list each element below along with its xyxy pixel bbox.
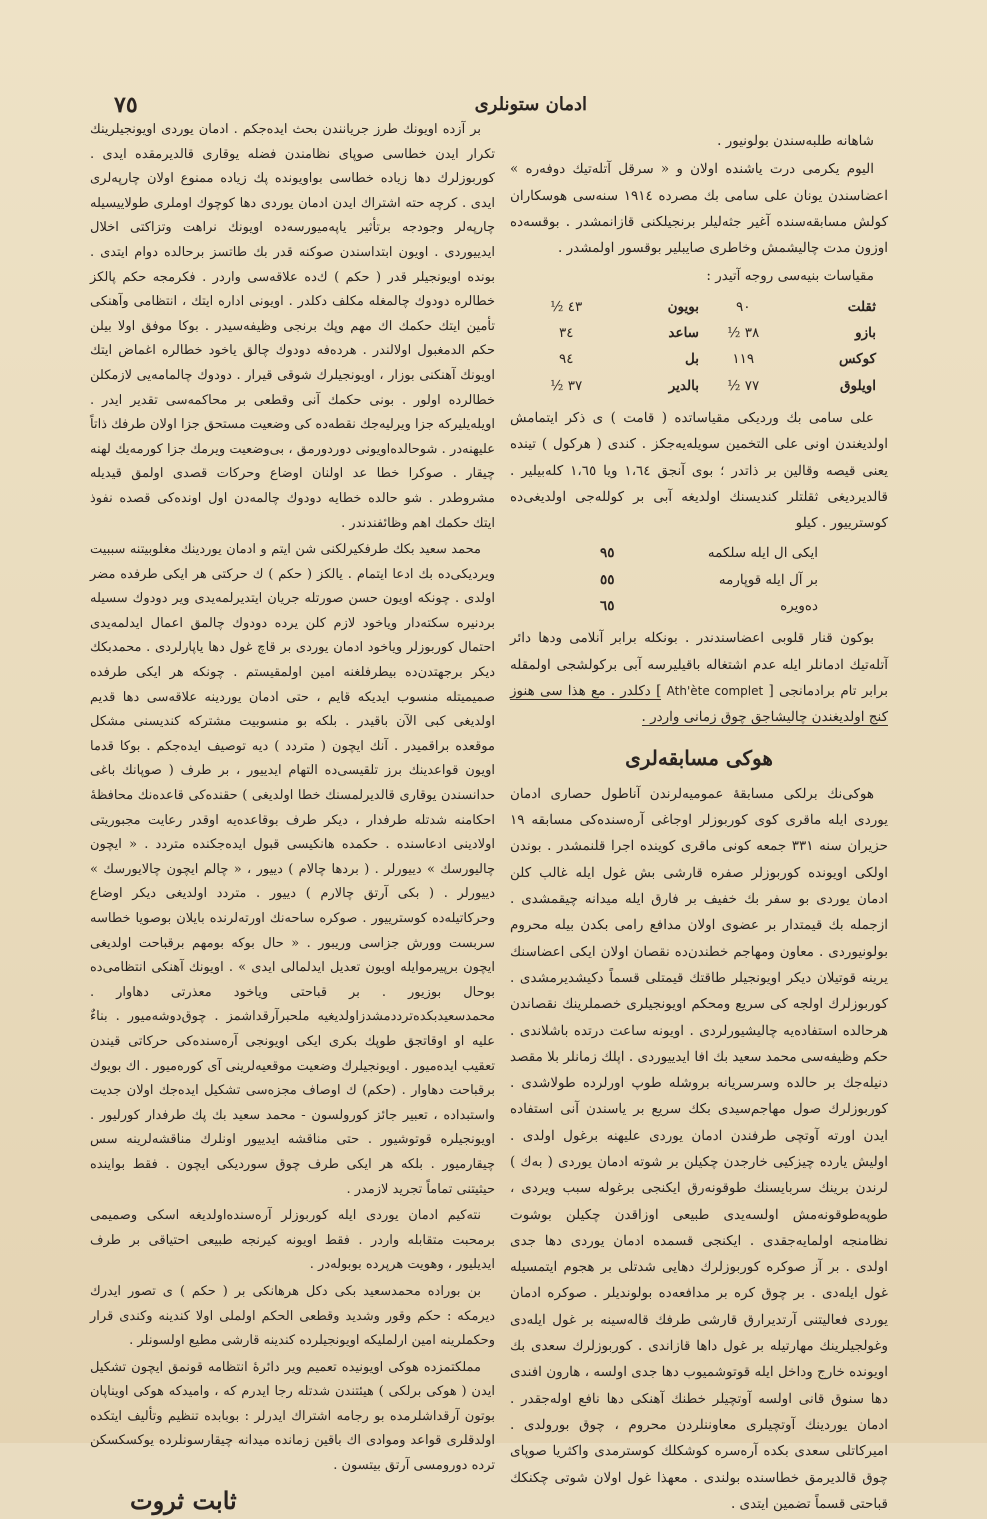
measurement-label: کوکس xyxy=(838,351,876,368)
weight-value: ٩٥ xyxy=(600,545,615,562)
measurement-value: ٤٣ ½ xyxy=(550,298,583,315)
measurement-value: ٩٤ xyxy=(558,351,574,368)
left-column xyxy=(90,118,495,1513)
measurement-label: ثقلت xyxy=(847,298,876,315)
weights-table xyxy=(510,540,888,619)
right-column xyxy=(510,128,888,1519)
measurement-value: ٣٨ ½ xyxy=(727,325,760,342)
game-analysis-paragraph: بر آزده اویونك طرز جریانندن بحث ایده‌جکم . ادمان یوردی اویونجیلرینك تکرار ایدن خطاسی صوپای نظامندن فضله یوقاری قالدیرمقده ایدی . کوربوزلرك دها زیاده خطاسی بواویونده پك زیاده ممنوع اولان چارپه‌لری ایدی . کرچه حته اشتراك ایدن ادمان یوردی دها کوچوك اوملری طولاییسیله چارپه‌لر وجودجه برتأثیر یاپه‌میورسه‌ده اویونك نراهت وتزاکتی اخلال ایدییوردی . اویون ابتداسندن صوکنه قدر بك طاتسز برحالده دوام ایتدی . بونده اویونجیلر قدر ( حکم ) ك‌ده علاقه‌سی واردر . فکرمجه حکم پالکز خطالره دودوك چالمغله مکلف دکلدر . اویونی اداره ایتك ، انتظامی وآهنکی تأمین ایتك حکمك اك مهم وپك برنجی وظیفه‌سیدر . بوکا موفق اولا بیلن حکم الدمغبول اولالندر . هرده‌فه دودوك چالق یاخود خطالره اغماض ایتك اویونك آهنکنی بوزار ، اویونجیلرك شوقی قیرار . دودوك چالمامه‌یی لازمکلن خطالرده اولور . بونی حکمك آنی وقطعی بر محاکمه‌سی تقدیر ایدر . اویلەیلیرکه جزا ویرلیه‌جك نقطه‌ده کی وضعیت مستحق جزا اولان طرفك ذاتاً علیهنه‌در . شوحالده‌اویونی دوردورمق ، بی‌وضعیت ویرمك جزا کورمەیك لهنه چیقار . صوکرا خطا عد اولنان اوضاع وحرکات قصدی اولمق قیدیله مشروطدر . شو حالده خطایه دودوك چالمه‌دن اول اوندەکی قصده نفوذ ایتك حکمك اهم وظائفندندر . xyxy=(90,122,495,531)
measurement-value: ١١٩ xyxy=(732,351,755,368)
measurement-row xyxy=(510,294,888,320)
author-signature: ثابت ثروت xyxy=(130,1485,237,1515)
athlete-paragraph xyxy=(510,625,888,730)
weight-label: دەویره xyxy=(780,598,818,615)
measurement-label: اویلوق xyxy=(840,377,876,394)
hockey-report-paragraph: هوکی‌نك برلکی مسابقهٔ عمومیه‌لرندن آناطول حصاری ادمان یوردی ایله ماقری کوی کوربوزلر اوجاغی آره‌سنده‌کی مسابقه ١٩ حزیران سنه ٣٣١ جمعه کونی ماقری کوینده اجرا قلنمشدر . بوندن اولکی اویونده کوربوزلر صفره قارشی بش غول ایله غالب کلن ادمان یوردی بو سفر بك خفیف بر فارق ایله میدانه چیقمشدی . ازجمله بك قیمتدار بر عضوی اولان مدافع رامی بکدن بیله محروم بولونیوردی . معاون ومهاجم خطندن‌ده نقصان اولان ایکی اعضاسنك یرینه قوتیلان دیکر اویونجیلر طاقتك قیمتلی قسماً دکیشدیرمشدی . کوربوزلرك اولجه کی سریع ومحکم اویونجیلری خصملرینك نقصاندن هرحالده استفاده‌یه چالیشیورلردی . اویونه ساعت درتده باشلاندی . حکم وظیفه‌سی محمد سعید بك افا ایدییوردی . اپلك زمانلر بلا مقصد دنیله‌جك بر حالده وسرسریانه بروشله طوپ اورلرده طولاشدی . کوربوزلرك صول مهاجم‌سیدی بکك سریع بر یاسندن آنی استفاده ایدن اورته آوتچی طرفندن ادمان یوردی علیهنه برغول اولدی . اولیش یارده چیزکیی خارجدن چکیلن بر شوته ادمان یوردی ( بەك ) لرندن برینك سربایسنك طوقونه‌رق ایکنجی برغوله سبب ویردی ، طوپه‌طوقونه‌مش اولسه‌یدی طبیعی اوزاقدن چکیلن بوشوت نظامنجه اولمایه‌جقدی . ایکنجی قسمده ادمان یوردی دها جدی اولدی . بر آز صوکره کوربوزلرك دهایی شدتلی بر هجوم ایتمسیله غول ایله‌دی . بر چوق کره بر مدافعه‌ده بولوندیلر . صوکره ادمان یوردی فعالیتنی آرتدیرارق قارشی طرفك قاله‌سینه بر غول ایله‌دی وغولجیلرینك مهارتیله بر غول داها قازاندی . کوربوزلرك سعدی بك اویونده خارج وداخل ایله قوتوشمیوب دها جدی اولسه ، هارون افندی دها سنوق قانی اولسه آوتچیلر خطنك آهنکی دها نافع اوله‌جقدر . ادمان یوردینك آوتچیلری معاوننلردن محروم ، چوق بورولدی . امیرکاتلی سعدی بکده آره‌سره کوشکلك کوسترمدی واکثریا صوپای چوق قالدیرمق خطاسنده بولندی . معهذا غول اولان شوتی چکنکك قباحتی قسماً تضمین ایتدی . xyxy=(510,785,888,1512)
intro-line: شاهانه طلبه‌سندن بولونیور . xyxy=(717,133,874,149)
weight-value: ٦٥ xyxy=(600,598,615,615)
measurements-title: مقیاسات بنیه‌سی روجه آتیدر : xyxy=(706,268,874,285)
measurement-label: بل xyxy=(685,351,699,368)
measurements-table xyxy=(510,294,888,399)
measurement-label: ساعد xyxy=(668,325,699,342)
weight-value: ٥٥ xyxy=(600,571,615,588)
weight-row xyxy=(510,540,888,566)
athlete-latin-term: Ath'ète complet xyxy=(666,683,764,698)
weight-row xyxy=(510,593,888,619)
weight-label: ایکی ال ایله سلکمه xyxy=(707,545,818,562)
measurement-row xyxy=(510,373,888,399)
measurement-value: ٧٧ ½ xyxy=(727,377,760,394)
measurement-label: بازو xyxy=(855,325,876,342)
measurement-value: ٣٧ ½ xyxy=(550,377,583,394)
weight-row xyxy=(510,567,888,593)
measurement-value: ٩٠ xyxy=(735,298,751,315)
measurement-label: بالدیر xyxy=(668,377,699,394)
request-paragraph: مملکتمزده هوکی اویونیده تعمیم ویر دائرهٔ انتظامه قونمق ایچون تشکیل ایدن ( هوکی برلکی ) هیئتندن شدتله رجا ایدرم که ، وامیدکه هوکی اویناپان بوتون آرقداشلرمده بو رجامه اشتراك ایدرلر : بوبابده تنظیم وتألیف ایتکده اولدقلری قواعد ومواد‌ی اك باقین زمانده میدانه چیقارسونلرده یوکسکسکن ترده دورومسی آرتق بیتسون . xyxy=(90,1359,495,1474)
friendship-paragraph: نته‌کیم ادمان یوردی ایله کوربوزلر آره‌سنده‌اولدیغه اسکی وصمیمی برمحبت متقابله واردر . فقط اویونه کیرنجه طبیعی احتیاقی بر طرف ایدیلیور ، وهویت هرپرده بوبوله‌در . xyxy=(90,1208,495,1273)
boxer-paragraph: الیوم یکرمی درت یاشنده اولان و « سرقل آتلەتیك دوفەرە » اعضاسندن یونان علی سامی بك مصرده ١٩١٤ سنه‌سی هوسکاران کولش مسابقه‌سنده آغیر جثه‌لیلر برنجیلکنی قازانمشدر . بوقسه‌ده اوزون مدت چالیشمش وخاطری صایبلیر بوقسور اولمشدر . xyxy=(510,161,888,257)
measurement-value: ٣٤ xyxy=(558,325,574,342)
running-title: ادمان ستونلری xyxy=(474,94,587,115)
athlete-text-before: بوکون قنار قلوبی اعضاسندندر . بونکله برابر آنلامی ودها دائر آتلەتیك ادمانلر ایله عدم اشتغاله باقیلیرسه آبی برکولشجی اولمقله برابر تام برادمانجی [ xyxy=(510,630,888,699)
weight-label: بر آل ایله قوپارمه xyxy=(718,571,818,588)
height-paragraph: علی سامی بك وردیکی مقیاساتده ( قامت ) ی ذکر ایتمامش اولدیغندن اونی علی التخمین سویلەیه‌جکز . کندی ( هرکول ) تینده یعنی قیصه وقالین بر ذاتدر ؛ بوی آنجق ١،٦٤ ویا ١،٦٥ کلەبیلیر . قالدیردیغی ثقلتلر کندیسنك اولدیغه آبی بر کوللەجی اولدیغی‌ده کوسترییور . کیلو xyxy=(510,409,888,532)
measurement-label: بویون xyxy=(667,298,699,315)
measurement-row xyxy=(510,346,888,372)
referee-paragraph: محمد سعید بکك طرفکیرلکنی شن ایتم و ادمان یوردینك مغلوبیتنه سببیت ویردیکی‌ده بك ادعا ایتمام . یالکز ( حکم ) ك حرکتی هر ایکی طرفده مضر اولدی . چونکه اویون حسن صورتله جریان ایتدیرلمەیدی ویر دودوك سسیله بردنیره سکته‌دار ویاخود لازم کلن یرده دودوك چالمق اعمال ایدلمه‌یدی احتمال کوربوزلر ویاخود ادمان یوردی بر قاچ غول دها یاپارلردی . محمدبکك دیکر برجهتدن‌ده بیطرفلغنه امین اولمقیستم . چونکه هر ایکی طرفده صمیمیتله منسوب ایدیکه قایم ، حتی ادمان یوردینه علاقه‌سی دها قدیم اولدیغی کبی الآن باقیدر . بلکه بو منسوبیت مشترکه کندیسنی مشکل موقعده براقمیدر . آنك ایچون ( متردد ) دیه توصیف ایده‌جکم . بوکا قدما اویون قواعدینك برز تلقیسی‌ده التهام ایدییور ، بر طرف ( صوپانك باغی حدانسندن یوقاری قالدیرلمسنك خطا اولدیغی ) حقنده‌کی قاعده‌نك محافظهٔ احکامنه شدتله طرفدار ، دیکر طرف بوقاعده‌یه اوقدر رعایت مجبوریتی اولادینی ادعاسنده . حکمده هانکیسی قبول ایده‌جکنده متردد . « ایچون چالیورسك » دییورلر . ( بردها چالام ) دییور ، « چالم ایچون چالایورسك » دییورلر . ( بکی آرتق چالارم ) دییور . متردد اولدیغی دیکر اوضاع وحرکاتیله‌ده کوسترییور . صوکره ساحه‌نك اورته‌لرنده بایلان بوصویا خطاسه سربست وورش جزاسی وریبور . « حال بوکه بومهم برقباحت اولدیغی ایچون برپیرموایله اویون تعدیل ایدلمالی ایدی » . اویونك آهنکی انتظامی‌ده بوحال بوزیور . بر قباحتی ویاخود معذرتی دهاوار . محمدسعیدبکده‌تردد‌مشدزاولدیغیه ملحبرآرقداشمز . چوق‌دوشه‌میور . بناءٌ علیه او اوقاتجق طوپك بکری ایکی اویونجی آره‌سنده‌کی حرکاتی قیندن تعقیب ایده‌میور . اویونجیلرك وضعیت موقعیه‌لرینی آی کوره‌میور . اك بویوك برقباحت دهاوار . (حکم) ك اوصاف مجزه‌سی تشکیل ایده‌جك اولان جدیت واستبداده ، تعبیر جائز کورولسون - محمد سعید بك پك طرفدار کورلیور . اویونجیلره قوتوشیور . حتی مناقشه ایدییور اونلرك مناقشه‌لرینه سس چیقارمیور . بلکه هر ایکی طرف چوق سوردیکی ایچون . فقط بواینده حیثیتنی تماماً تجرید لازمدر . xyxy=(90,542,495,1197)
referee-qualities-paragraph: بن بوراده محمدسعید بکی دکل هرهانکی بر ( حکم ) ی تصور ایدرك دیرمکه : حکم وقور وشدید وقطعی الحکم اولملی اولا کندینه وکندی قرار وحکملرینه امین ارلملیکه اویونجیلرده کندینه قارشی مطیع اولسونلر . xyxy=(90,1283,495,1349)
measurement-row xyxy=(510,320,888,346)
page-number: ٧٥ xyxy=(114,92,138,118)
section-title-hockey: هوکی مسابقه‌لری xyxy=(625,745,773,770)
athlete-text-after: ] دکلدر . مع هذا سی هنوز کنج اولدیغندن چالیشاجق چوق زمانی واردر . xyxy=(510,682,888,726)
